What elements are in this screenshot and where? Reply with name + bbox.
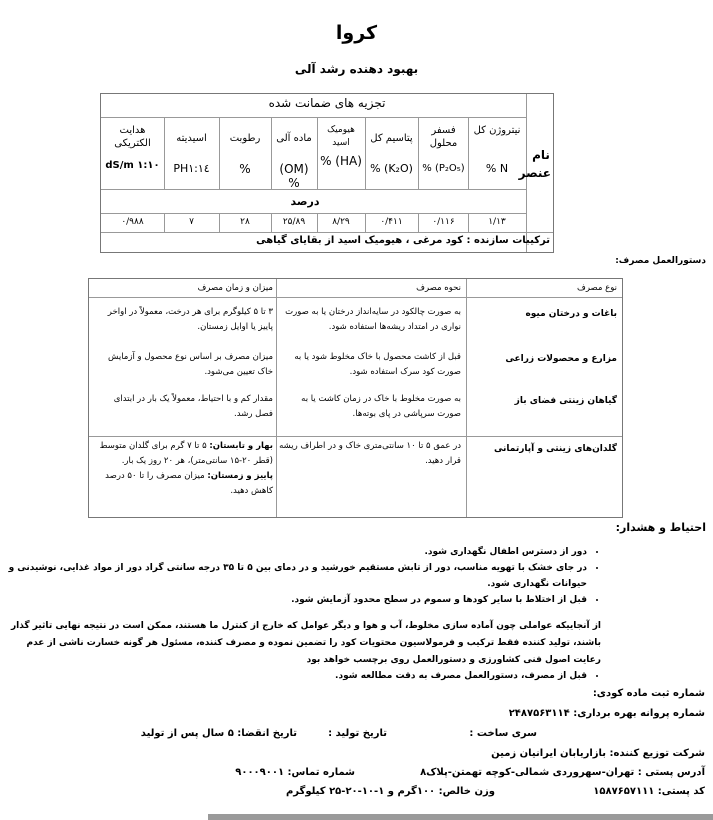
expiry-date: تاریخ انقضا: ۵ سال پس از تولید (140, 728, 297, 739)
col-name-nitrogen: نیتروژن کل (473, 125, 521, 136)
col-name-ph: اسیدیته (176, 133, 207, 144)
registration-number: شماره ثبت ماده کودی: (592, 688, 705, 699)
precautions-list (0, 544, 601, 608)
precaution-warning: از آنجاییکه عواملی چون آماده سازی مخلوط، آب و هوا و دیگر عوامل که خارج از کنترل ما هستند، ممکن است در نتیجه نهایی تاثیر گذار باشند، تولید کننده فقط ترکیب و فرمولاسیون محتویات کود را تضمین نموده و مصرف کننده، مسئول هر گونه خسارت ناشی از عدم رعایت اصول فنی کشاورزی و دستورالعمل روی برچسب خواهد بود (10, 621, 601, 665)
precautions-title: احتیاط و هشدار: (615, 521, 706, 534)
precaution-last-list (335, 671, 601, 681)
usage-instructions-label: دستورالعمل مصرف: (615, 256, 706, 266)
col-value-potassium: ۰/۴۱۱ (380, 217, 403, 227)
product-subtitle: بهبود دهنده رشد آلی (294, 62, 419, 76)
col-name-ec: هدایت الکتریکی (114, 125, 151, 149)
col-value-humic: ۸/۲۹ (332, 217, 350, 227)
product-title: کروا (335, 22, 378, 44)
col-value-phosphorus: ۰/۱۱۶ (432, 217, 455, 227)
spring-summer-text: ۵ تا ۷ گرم برای گلدان متوسط (قطر ۲۰-۱۵ سانتی‌متر)، هر ۲۰ روز یک بار. (99, 441, 273, 466)
col-value-ph: ۷ (189, 217, 194, 227)
precaution-item: • قبل از اختلاط با سایر کودها و سموم در سطح محدود آزمایش شود. (0, 592, 587, 608)
col-unit-moisture: % (239, 162, 251, 176)
percent-label: درصد (290, 195, 320, 208)
usage-type-outdoor-plants: گیاهان زینتی فضای باز (514, 396, 617, 406)
usage-method-pots: در عمق ۵ تا ۱۰ سانتی‌متری خاک و در اطراف ریشه قرار دهید. (279, 441, 461, 466)
col-unit-ph: PH۱:۱٤ (173, 162, 210, 175)
autumn-winter-label: پاییز و زمستان: (207, 471, 273, 481)
col-name-humic: هیومیک اسید (327, 125, 355, 148)
analysis-caption: تجزیه های ضمانت شده (268, 96, 386, 110)
usage-amount-outdoor-plants: مقدار کم و با احتیاط، معمولاً یک بار در ابتدای فصل رشد. (113, 394, 273, 419)
col-unit-organic: (OM) % (279, 162, 309, 190)
col-name-phosphorus: فسفر محلول (429, 125, 458, 149)
distributor: شرکت توزیع کننده: بازاریابان ایرانیان زمین (491, 748, 705, 759)
postal-address: آدرس پستی : تهران-سهروردی شمالی-کوچه تهمتن-پلاک۸ (420, 767, 705, 778)
col-value-moisture: ۲۸ (240, 217, 250, 227)
series-number: سری ساخت : (469, 728, 537, 739)
col-value-ec: ۰/۹۸۸ (121, 217, 144, 227)
usage-method-crops: قبل از کاشت محصول با خاک مخلوط شود یا به صورت کود سرک استفاده شود. (294, 352, 461, 377)
precaution-item: • در جای خشک با تهویه مناسب، دور از تابش مستقیم خورشید و در دمای بین ۵ تا ۳۵ درجه سانتی گراد دور از مواد غذایی، نوشیدنی و حیوانات نگهداری شود. (0, 560, 587, 592)
phone-number: شماره تماس: ۹۰۰۰۹۰۰۱ (235, 767, 355, 778)
usage-amount-crops: میزان مصرف بر اساس نوع محصول و آزمایش خاک تعیین می‌شود. (108, 352, 273, 377)
usage-type-crops: مزارع و محصولات زراعی (505, 354, 617, 364)
col-unit-potassium: (K₂O) % (370, 162, 413, 175)
production-date: تاریخ تولید : (328, 728, 387, 739)
autumn-winter-text: میزان مصرف را تا ۵۰ درصد کاهش دهید. (105, 471, 273, 496)
usage-amount-pots (97, 439, 273, 499)
spring-summer-label: بهار و تابستان: (209, 441, 273, 451)
header-amount: میزان و زمان مصرف (197, 283, 273, 293)
col-unit-phosphorus: (P₂O₅) % (422, 163, 465, 174)
net-weight: وزن خالص: ۱۰۰گرم و ۱-۱۰-۲۰-۲۵ کیلوگرم (285, 786, 495, 797)
usage-amount-orchards: ۳ تا ۵ کیلوگرم برای هر درخت، معمولاً در اواخر پاییز یا اوایل زمستان. (107, 307, 273, 332)
analysis-table (100, 93, 554, 253)
header-method: نحوه مصرف (416, 283, 461, 293)
col-unit-ec: ۱:۱۰ dS/m (105, 160, 160, 171)
col-name-organic: ماده آلی (276, 133, 312, 144)
row-label: نام عنصر (518, 148, 551, 180)
col-unit-humic: (HA) % (320, 154, 362, 168)
usage-method-orchards: به صورت چالکود در سایه‌انداز درختان یا به صورت نواری در امتداد ریشه‌ها استفاده شود. (285, 307, 461, 332)
precaution-item: • دور از دسترس اطفال نگهداری شود. (0, 544, 587, 560)
usage-type-orchards: باغات و درختان میوه (525, 309, 617, 319)
license-number: شماره پروانه بهره برداری: ۲۴۸۷۵۶۳۱۱۴ (508, 708, 705, 719)
bottom-divider (208, 814, 713, 820)
usage-method-outdoor-plants: به صورت مخلوط با خاک در زمان کاشت یا به صورت سرپاشی در پای بوته‌ها. (301, 394, 461, 419)
col-value-nitrogen: ۱/۱۳ (488, 217, 506, 227)
precaution-item: • قبل از مصرف، دستورالعمل مصرف به دقت مطالعه شود. (335, 671, 587, 681)
header-type: نوع مصرف (577, 283, 617, 293)
col-name-potassium: پتاسیم کل (370, 133, 413, 144)
col-name-moisture: رطوبت (229, 133, 261, 144)
usage-table (88, 278, 623, 518)
col-value-organic: ۲۵/۸۹ (282, 217, 306, 227)
col-unit-nitrogen: N % (485, 162, 509, 175)
postal-code: کد پستی: ۱۵۸۷۶۵۷۱۱۱ (593, 786, 705, 797)
composition-text: ترکیبات سازنده : کود مرغی ، هیومیک اسید از بقایای گیاهی (256, 235, 550, 246)
usage-type-pots: گلدان‌های زینتی و آپارتمانی (493, 444, 617, 454)
